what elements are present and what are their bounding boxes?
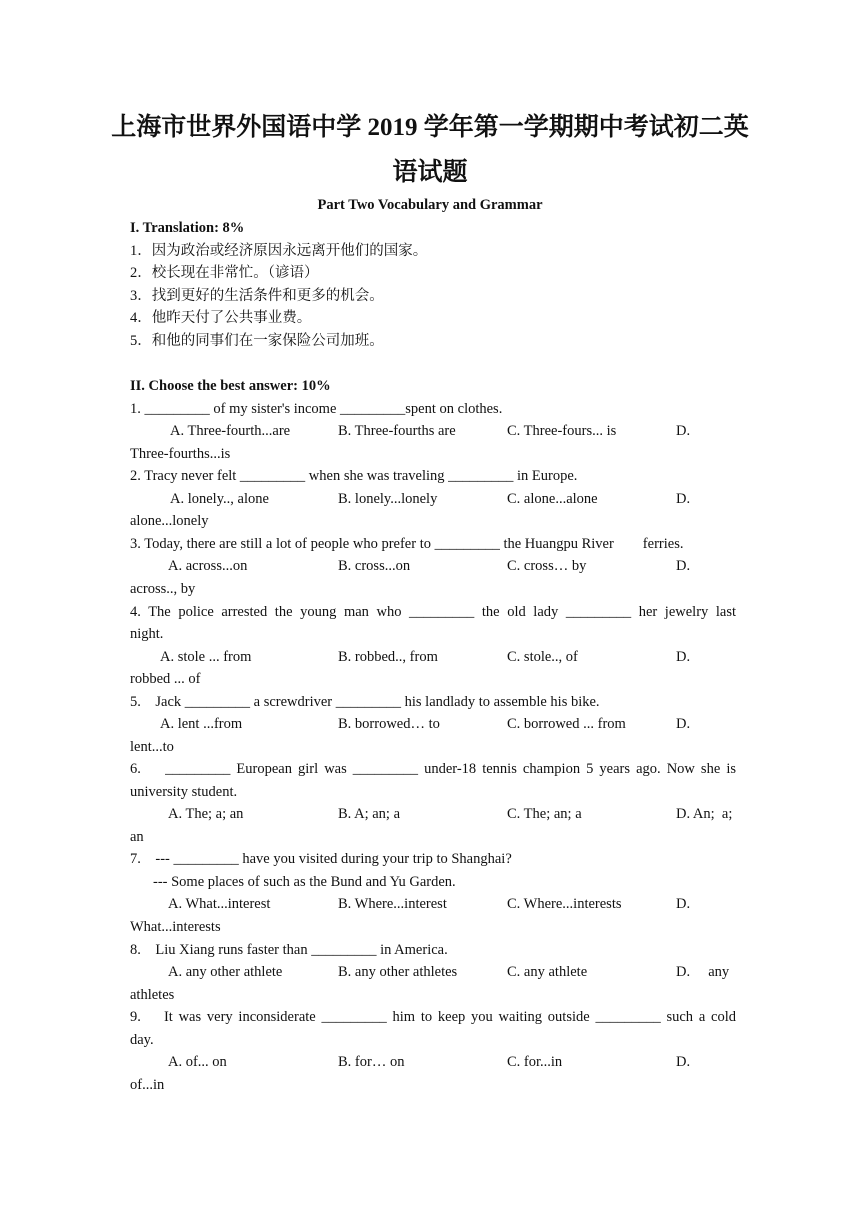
option-d-text: across.., by [130,581,196,597]
question-stem: 5. Jack _________ a screwdriver _________ his landlady to assemble his bike. [130,694,600,710]
option-b: B. lonely...lonely [338,491,438,507]
option-d: D. any [676,964,730,980]
question-stem-continued: night. [130,626,164,642]
exam-title-line-1: 上海市世界外国语中学 2019 学年第一学期期中考试初二英 [111,114,749,141]
option-d: D. [676,716,691,732]
part-title: Part Two Vocabulary and Grammar [317,197,543,213]
option-d-text: alone...lonely [130,513,209,529]
option-d-text: lent...to [130,739,174,755]
question-stem: 2. Tracy never felt _________ when she was traveling _________ in Europe. [130,468,578,484]
exam-title-line-2: 语试题 [392,159,468,186]
option-b: B. for… on [338,1054,405,1070]
question-stem: 3. Today, there are still a lot of people who prefer to _________ the Huangpu River ferries. [130,536,684,552]
option-c: C. for...in [507,1054,563,1070]
question-stem-continued: day. [130,1032,154,1048]
question-stem-continued: university student. [130,784,238,800]
option-b: B. robbed.., from [338,649,438,665]
option-b: B. any other athletes [338,964,458,980]
question-stem: 8. Liu Xiang runs faster than _________ in America. [130,942,448,958]
option-c: C. any athlete [507,964,588,980]
option-d: D. [676,423,691,439]
option-d-text: of...in [130,1077,165,1093]
question-stem-continued: --- Some places of such as the Bund and Yu Garden. [153,874,456,890]
option-d-text: Three-fourths...is [130,446,231,462]
option-b: B. borrowed… to [338,716,440,732]
question-stem: 4. The police arrested the young man who _________ the old lady _________ her jewelry last [130,604,736,620]
option-a: A. Three-fourth...are [170,423,291,439]
option-d: D. An; a; [676,806,733,822]
question-stem: 1. _________ of my sister's income _________spent on clothes. [130,401,503,417]
translation-item: 1．因为政治或经济原因永远离开他们的国家。 [130,243,428,259]
question-stem: 9. It was very inconsiderate _________ him to keep you waiting outside _________ such a cold [130,1009,736,1025]
option-c: C. borrowed ... from [507,716,626,732]
option-b: B. cross...on [338,558,411,574]
option-d-text: athletes [130,987,175,1003]
option-a: A. stole ... from [160,649,252,665]
option-d: D. [676,491,691,507]
option-d-text: robbed ... of [130,671,201,687]
option-d: D. [676,558,691,574]
translation-item: 5．和他的同事们在一家保险公司加班。 [130,333,384,349]
section-2-heading: II. Choose the best answer: 10% [130,378,331,394]
option-b: B. Where...interest [338,896,447,912]
option-d-text: an [130,829,144,845]
option-c: C. alone...alone [507,491,598,507]
translation-item: 4．他昨天付了公共事业费。 [130,310,312,326]
option-c: C. stole.., of [507,649,578,665]
option-c: C. Three-fours... is [507,423,617,439]
option-a: A. lent ...from [160,716,243,732]
option-d-text: What...interests [130,919,221,935]
option-a: A. What...interest [168,896,271,912]
option-d: D. [676,649,691,665]
option-a: A. any other athlete [168,964,283,980]
option-c: C. Where...interests [507,896,622,912]
option-c: C. The; an; a [507,806,582,822]
option-d: D. [676,896,691,912]
question-stem: 6. _________ European girl was _________ under-18 tennis champion 5 years ago. Now she is [130,761,736,777]
option-d: D. [676,1054,691,1070]
option-c: C. cross… by [507,558,587,574]
option-a: A. of... on [168,1054,227,1070]
option-b: B. Three-fourths are [338,423,456,439]
option-a: A. lonely.., alone [170,491,269,507]
section-1-heading: I. Translation: 8% [130,220,245,236]
option-a: A. across...on [168,558,248,574]
question-stem: 7. --- _________ have you visited during your trip to Shanghai? [130,851,512,867]
option-b: B. A; an; a [338,806,401,822]
translation-item: 2．校长现在非常忙。（谚语） [130,265,319,281]
translation-item: 3．找到更好的生活条件和更多的机会。 [130,288,384,304]
option-a: A. The; a; an [168,806,244,822]
